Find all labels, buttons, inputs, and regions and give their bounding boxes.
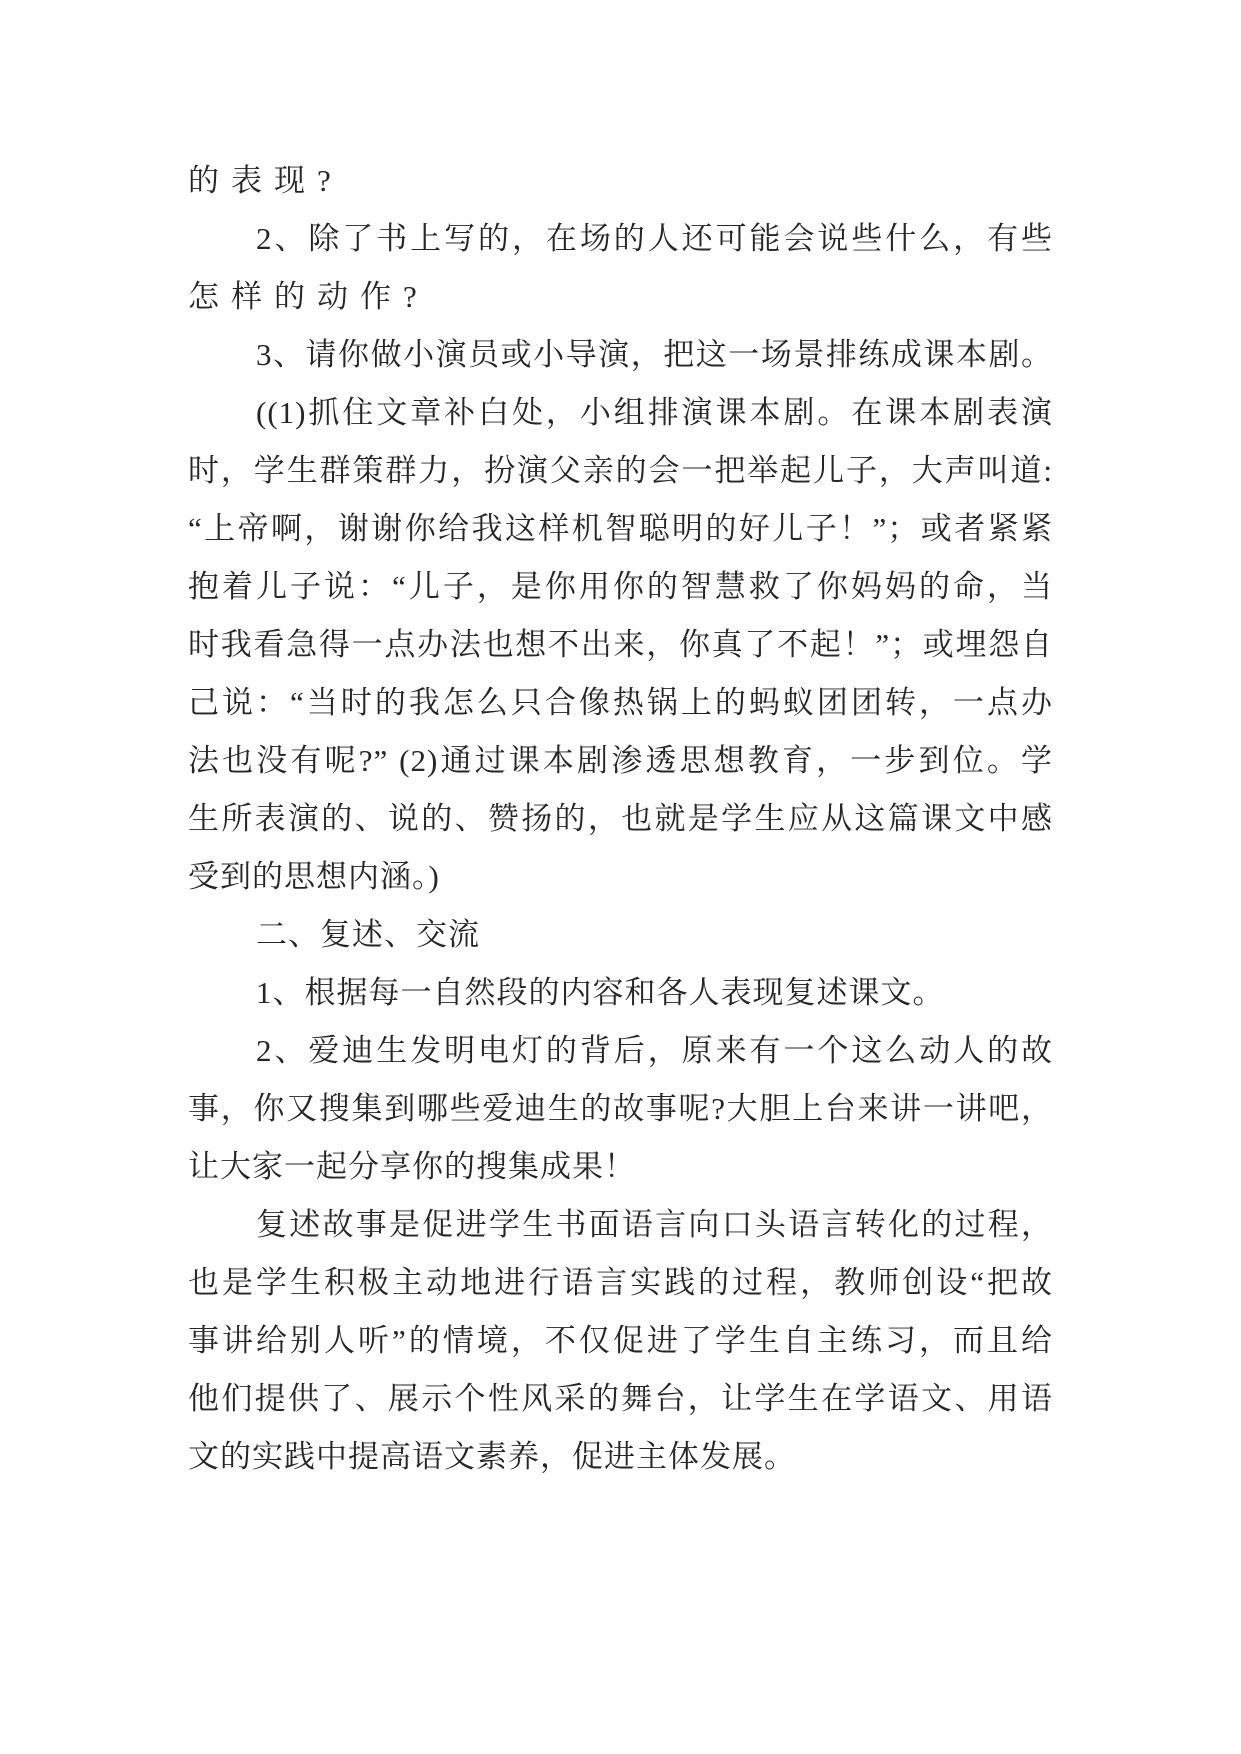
text-line: 怎样的动作?	[188, 279, 429, 314]
text-line: 时我看急得一点办法也想不出来，你真了不起！”；或埋怨自	[188, 627, 1053, 662]
text-line: 生所表演的、说的、赞扬的，也就是学生应从这篇课文中感	[188, 801, 1053, 836]
text-line: 3、请你做小演员或小导演，把这一场景排练成课本剧。	[256, 337, 1053, 372]
text-line: 抱着儿子说：“儿子，是你用你的智慧救了你妈妈的命，当	[188, 569, 1053, 604]
text-line: 文的实践中提高语文素养，促进主体发展。	[188, 1439, 796, 1474]
text-line: ((1)抓住文章补白处，小组排演课本剧。在课本剧表演	[256, 395, 1053, 430]
text-line: 1、根据每一自然段的内容和各人表现复述课文。	[256, 975, 945, 1010]
text-line: 他们提供了、展示个性风采的舞台，让学生在学语文、用语	[188, 1381, 1053, 1416]
document-body	[188, 152, 1053, 1486]
text-line: 2、除了书上写的，在场的人还可能会说些什么，有些	[256, 221, 1053, 256]
text-line: 也是学生积极主动地进行语言实践的过程，教师创设“把故	[188, 1265, 1053, 1300]
text-line: 事，你又搜集到哪些爱迪生的故事呢?大胆上台来讲一讲吧，	[188, 1091, 1053, 1126]
text-line: “上帝啊，谢谢你给我这样机智聪明的好儿子！”；或者紧紧	[188, 511, 1053, 546]
text-line: 复述故事是促进学生书面语言向口头语言转化的过程，	[256, 1207, 1053, 1242]
text-line: 2、爱迪生发明电灯的背后，原来有一个这么动人的故	[256, 1033, 1053, 1068]
text-line: 受到的思想内涵。)	[188, 859, 440, 894]
text-line: 事讲给别人听”的情境，不仅促进了学生自主练习，而且给	[188, 1323, 1053, 1358]
text-line: 时，学生群策群力，扮演父亲的会一把举起儿子，大声叫道:	[188, 453, 1053, 488]
text-line: 的表现?	[188, 163, 343, 198]
text-line: 让大家一起分享你的搜集成果！	[188, 1149, 636, 1184]
text-line: 法也没有呢?” (2)通过课本剧渗透思想教育，一步到位。学	[188, 743, 1053, 778]
text-line: 二、复述、交流	[256, 917, 480, 952]
text-line: 己说：“当时的我怎么只合像热锅上的蚂蚁团团转，一点办	[188, 685, 1053, 720]
